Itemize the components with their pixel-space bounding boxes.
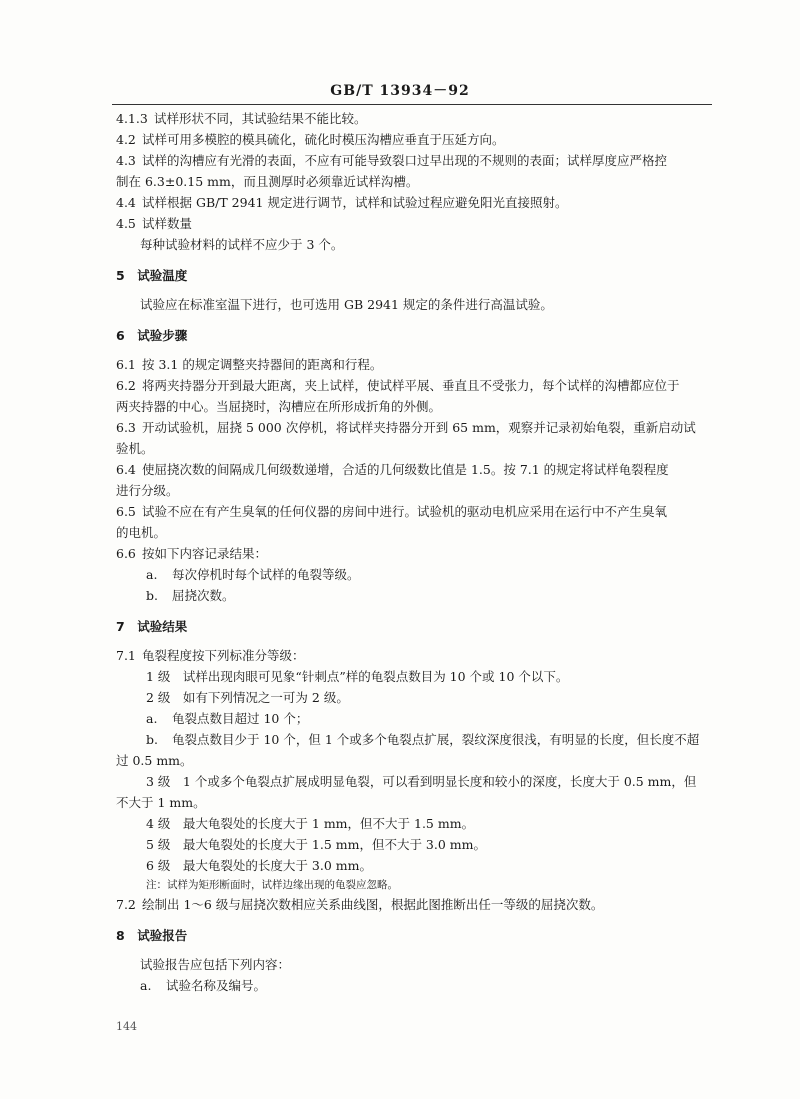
clause-text: 试验不应在有产生臭氧的任何仪器的房间中进行。试验机的驱动电机应采用在运行中不产生臭氧 [142,504,668,519]
section-7-title: 7 试验结果 [116,619,188,634]
grade-3-cont: 不大于 1 mm。 [116,795,206,810]
clause-text: 将两夹持器分开到最大距离，夹上试样，使试样平展、垂直且不受张力，每个试样的沟槽都应位于 [142,378,680,393]
list-marker: a. [140,978,152,993]
clause-number: 4.4 [116,195,136,210]
clause-text: 龟裂程度按下列标准分等级： [142,648,305,663]
clause-6-4 [116,459,716,480]
section-8-intro: 试验报告应包括下列内容： [140,957,291,972]
clause-6-5 [116,501,716,522]
clause-6-6 [116,543,716,564]
clause-6-3-cont: 验机。 [116,441,154,456]
clause-number: 4.5 [116,216,136,231]
clause-number: 6.5 [116,504,136,519]
clause-number: 7.2 [116,897,136,912]
list-item [116,708,716,729]
list-marker: a. [146,567,158,582]
clause-text: 试样数量 [142,216,193,231]
clause-4-4 [116,192,716,213]
list-item [116,585,716,606]
clause-text: 使屈挠次数的间隔成几何级数递增，合适的几何级数比值是 1.5。按 7.1 的规定将试样龟裂程度 [142,462,669,477]
clause-number: 6.3 [116,420,136,435]
clause-7-2 [116,894,716,915]
note: 注：试样为矩形断面时，试样边缘出现的龟裂应忽略。 [146,879,398,891]
grade-5: 5 级 最大龟裂处的长度大于 1.5 mm，但不大于 3.0 mm。 [146,837,486,852]
clause-number: 6.1 [116,357,136,372]
document-header: GB/T 13934－92 [330,83,470,99]
clause-6-2 [116,375,716,396]
clause-text: 试样形状不同，其试验结果不能比较。 [154,111,367,126]
clause-number: 6.6 [116,546,136,561]
clause-6-4-cont: 进行分级。 [116,483,179,498]
clause-text: 开动试验机，屈挠 5 000 次停机，将试样夹持器分开到 65 mm，观察并记录初始龟裂，重新启动试 [142,420,696,435]
grade-4: 4 级 最大龟裂处的长度大于 1 mm，但不大于 1.5 mm。 [146,816,475,831]
list-marker: a. [146,711,158,726]
clause-4-3-cont: 制在 6.3±0.15 mm，而且测厚时必须靠近试样沟槽。 [116,174,419,189]
clause-6-1 [116,354,716,375]
clause-7-1 [116,645,716,666]
clause-number: 4.3 [116,153,136,168]
document-body [116,108,716,996]
header-rule [112,104,712,105]
clause-number: 6.2 [116,378,136,393]
clause-number: 4.1.3 [116,111,148,126]
list-text: 龟裂点数目超过 10 个； [172,711,309,726]
clause-text: 试样可用多模腔的模具硫化，硫化时模压沟槽应垂直于压延方向。 [142,132,505,147]
list-item [116,564,716,585]
section-5-body: 试验应在标准室温下进行，也可选用 GB 2941 规定的条件进行高温试验。 [140,297,553,312]
section-6-title: 6 试验步骤 [116,328,188,343]
list-marker: b. [146,588,158,603]
grade-1: 1 级 试样出现肉眼可见象“针刺点”样的龟裂点数目为 10 个或 10 个以下。 [146,669,569,684]
list-marker: b. [146,732,158,747]
section-8-title: 8 试验报告 [116,928,188,943]
grade-2-cont: 过 0.5 mm。 [116,753,193,768]
clause-4-2 [116,129,716,150]
clause-text: 试样根据 GB/T 2941 规定进行调节，试样和试验过程应避免阳光直接照射。 [142,195,568,210]
list-text: 龟裂点数目少于 10 个，但 1 个或多个龟裂点扩展，裂纹深度很浅，有明显的长度，但长度不超 [172,732,700,747]
grade-3: 3 级 1 个或多个龟裂点扩展成明显龟裂，可以看到明显长度和较小的深度，长度大于 0.5 mm，但 [146,774,697,789]
clause-number: 4.2 [116,132,136,147]
clause-6-3 [116,417,716,438]
section-5-title: 5 试验温度 [116,268,188,283]
clause-6-5-cont: 的电机。 [116,525,167,540]
clause-4-1-3 [116,108,716,129]
clause-text: 试样的沟槽应有光滑的表面，不应有可能导致裂口过早出现的不规则的表面；试样厚度应严格控 [142,153,668,168]
list-text: 每次停机时每个试样的龟裂等级。 [172,567,360,582]
clause-number: 7.1 [116,648,136,663]
list-item [116,729,716,750]
clause-6-2-cont: 两夹持器的中心。当屈挠时，沟槽应在所形成折角的外侧。 [116,399,442,414]
clause-4-5-body: 每种试验材料的试样不应少于 3 个。 [140,237,344,252]
list-text: 试验名称及编号。 [166,978,267,993]
grade-2: 2 级 如有下列情况之一可为 2 级。 [146,690,349,705]
list-text: 屈挠次数。 [172,588,235,603]
list-item [116,975,716,996]
clause-text: 按 3.1 的规定调整夹持器间的距离和行程。 [142,357,383,372]
clause-4-3 [116,150,716,171]
grade-6: 6 级 最大龟裂处的长度大于 3.0 mm。 [146,858,372,873]
clause-text: 按如下内容记录结果： [142,546,268,561]
clause-text: 绘制出 1～6 级与屈挠次数相应关系曲线图，根据此图推断出任一等级的屈挠次数。 [142,897,604,912]
clause-4-5 [116,213,716,234]
page-number: 144 [116,1020,137,1033]
clause-number: 6.4 [116,462,136,477]
